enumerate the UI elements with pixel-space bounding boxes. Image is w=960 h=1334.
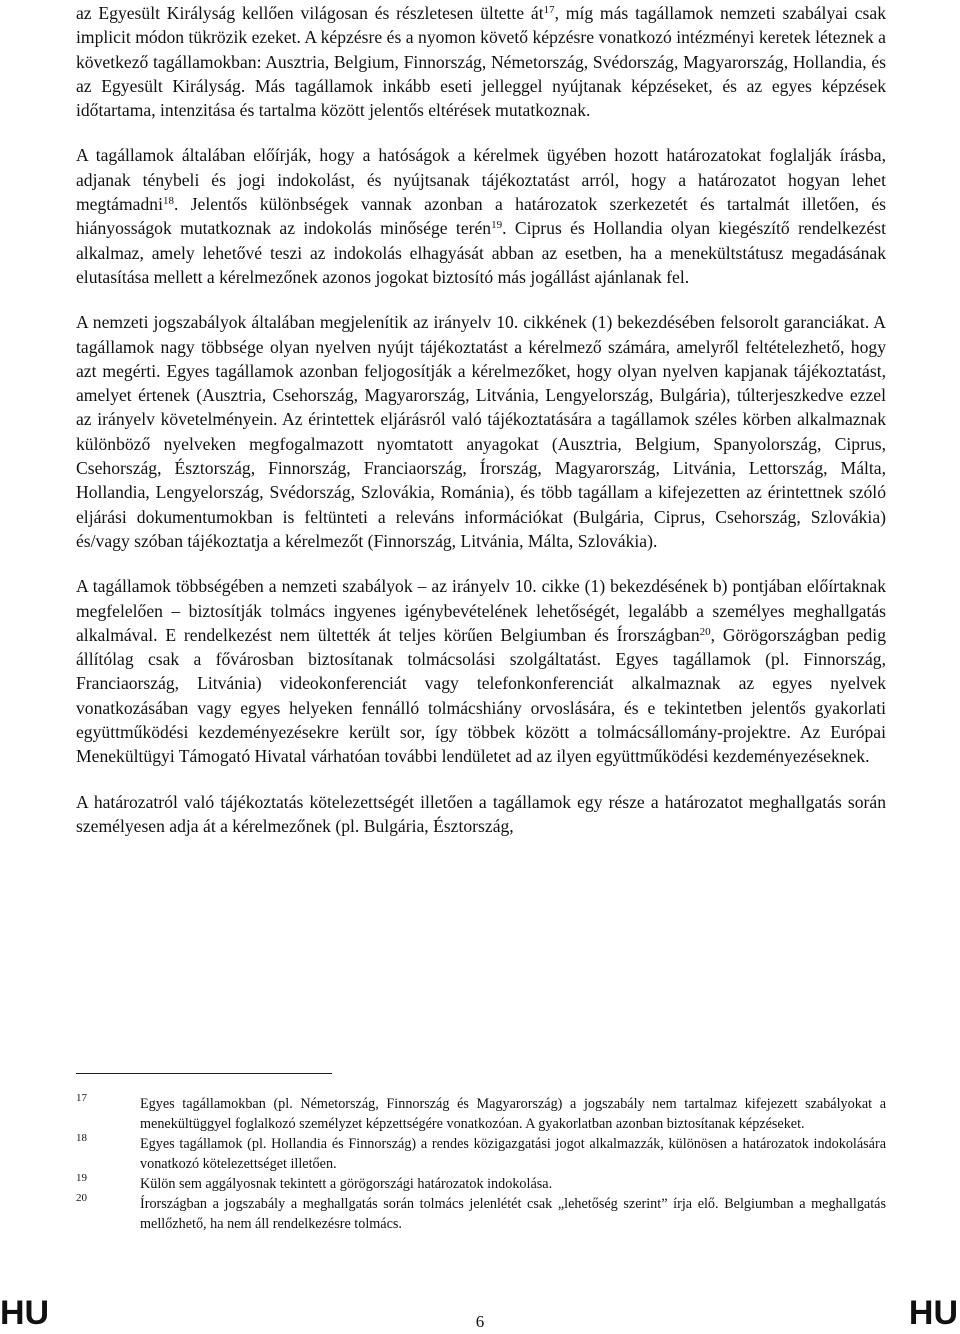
paragraph-text: , Görögországban pedig állítólag csak a fővárosban biztosítanak tolmácsolási szolgáltatást. Egyes tagállamok (pl. Finnország, Franciaország, Litvánia) videokonferenciát vagy telefonkonferenciát alkalmaznak az egyes nyelvek vonatkozásában vagy egyes helyeken fennálló tolmácshiány orvoslására, és e tekintetben jelentős gyakorlati együttműködési kezdeményezésekre került sor, így többek között a tolmácsállomány-projektre. Az Európai Menekültügyi Támogató Hivatal várhatóan további lendületet ad az ilyen együttműködési kezdeményezéseknek. (76, 624, 886, 767)
paragraph-text: , míg más tagállamok nemzeti szabályai csak implicit módon tükrözik ezeket. A képzésre és a nyomon követő képzésre vonatkozó intézményi keretek léteznek a következő tagállamokban: Ausztria, Belgium, Finnország, Németország, Svédország, Magyarország, Hollandia, és az Egyesült Királyság. Más tagállamok inkább eseti jelleggel nyújtanak képzéseket, és az egyes képzések időtartama, intenzitása és tartalma között jelentős eltérések mutatkoznak. (76, 3, 886, 121)
paragraph (76, 1, 886, 122)
footnote-separator (76, 1073, 332, 1074)
footnote-number: 17 (76, 1092, 87, 1104)
footnote-ref-18[interactable]: 18 (162, 195, 174, 208)
paragraph-text: A nemzeti jogszabályok általában megjelenítik az irányelv 10. cikkének (1) bekezdésében felsorolt garanciákat. A tagállamok nagy többsége olyan nyelven nyújt tájékoztatást a kérelmező számára, amelyről feltételezhető, hogy azt megérti. Egyes tagállamok azonban feljogosítják a kérelmezőket, hogy olyan nyelven kapjanak tájékoztatást, amelyet értenek (Ausztria, Csehország, Magyarország, Litvánia, Lengyelország, Bulgária), túlterjeszkedve ezzel az irányelv követelményein. Az érintettek eljárásról való tájékoztatására a tagállamok széles körben alkalmaznak különböző nyelveken megfogalmazott nyomtatott anyagokat (Ausztria, Belgium, Spanyolország, Ciprus, Csehország, Észtország, Finnország, Franciaország, Írország, Magyarország, Litvánia, Lettország, Málta, Hollandia, Lengyelország, Svédország, Szlovákia, Románia), és több tagállam a kifejezetten az érintettnek szóló eljárási dokumentumokban is feltünteti a releváns információkat (Bulgária, Ciprus, Csehország, Szlovákia) és/vagy szóban tájékoztatja a kérelmezőt (Finnország, Litvánia, Málta, Szlovákia). (76, 312, 886, 551)
paragraph (76, 310, 886, 553)
paragraph (76, 143, 886, 289)
page-number: 6 (475, 1312, 485, 1331)
footnotes (76, 1094, 886, 1234)
footnote-number: 18 (76, 1132, 87, 1144)
footnote-18 (76, 1134, 886, 1174)
footnote-ref-17[interactable]: 17 (543, 4, 555, 16)
footnote-text: Külön sem aggályosnak tekintett a görögországi határozatok indokolása. (140, 1176, 553, 1192)
language-code-left: HU (0, 1294, 50, 1332)
footnote-text: Írországban a jogszabály a meghallgatás során tolmács jelenlétét csak „lehetőség szerint” írja elő. Belgiumban a meghallgatás mellőzhető, ha nem áll rendelkezésre tolmács. (140, 1196, 886, 1232)
body-text (76, 0, 886, 859)
language-code-right: HU (908, 1294, 958, 1332)
footnote-text: Egyes tagállamokban (pl. Németország, Finnország és Magyarország) a jogszabály nem tartalmaz kifejezett szabályokat a menekültüggyel foglalkozó személyzet képzettségére vonatkozóan. A gyakorlatban azonban biztosítanak képzéseket. (140, 1096, 886, 1132)
footnote-number: 20 (76, 1192, 87, 1204)
footnote-ref-19[interactable]: 19 (491, 219, 503, 232)
paragraph-text: az Egyesült Királyság kellően világosan és részletesen ültette át (76, 3, 544, 23)
footnote-17 (76, 1094, 886, 1134)
footnote-20 (76, 1194, 886, 1234)
paragraph-text: . Jelentős különbségek vannak azonban a határozatok szerkezetét és tartalmát illetően, és hiányosságok mutatkoznak az indokolás minősége terén (76, 194, 886, 239)
paragraph (76, 790, 886, 839)
footnote-19 (76, 1174, 886, 1194)
footnote-number: 19 (76, 1172, 87, 1184)
footnote-text: Egyes tagállamok (pl. Hollandia és Finnország) a rendes közigazgatási jogot alkalmazzák, különösen a határozatok indokolására vonatkozó kötelezettséget illetően. (140, 1136, 886, 1172)
paragraph-text: . Ciprus és Hollandia olyan kiegészítő rendelkezést alkalmaz, amely lehetővé teszi az indokolás elhagyását abban az esetben, ha a menekültstátusz megadásának elutasítása mellett a kérelmezőnek azonos jogokat biztosító más jogállást ajánlanak fel. (76, 218, 886, 287)
paragraph (76, 574, 886, 768)
paragraph-text: A határozatról való tájékoztatás kötelezettségét illetően a tagállamok egy része a határozatot meghallgatás során személyesen adja át a kérelmezőnek (pl. Bulgária, Észtország, (76, 791, 886, 836)
paragraph-text: A tagállamok általában előírják, hogy a hatóságok a kérelmek ügyében hozott határozatokat foglalják írásba, adjanak ténybeli és jogi indokolást, és nyújtsanak tájékoztatást arról, hogy a határozatot hogyan lehet megtámadni (76, 145, 886, 215)
paragraph-text: A tagállamok többségében a nemzeti szabályok – az irányelv 10. cikke (1) bekezdésének b) pontjában előírtaknak megfelelően – biztosítják tolmács ingyenes igénybevételének lehetőségét, legalább a személyes meghallgatás alkalmával. E rendelkezést nem ültették át teljes körűen Belgiumban és Írországban (76, 576, 886, 645)
footnote-ref-20[interactable]: 20 (699, 625, 711, 638)
